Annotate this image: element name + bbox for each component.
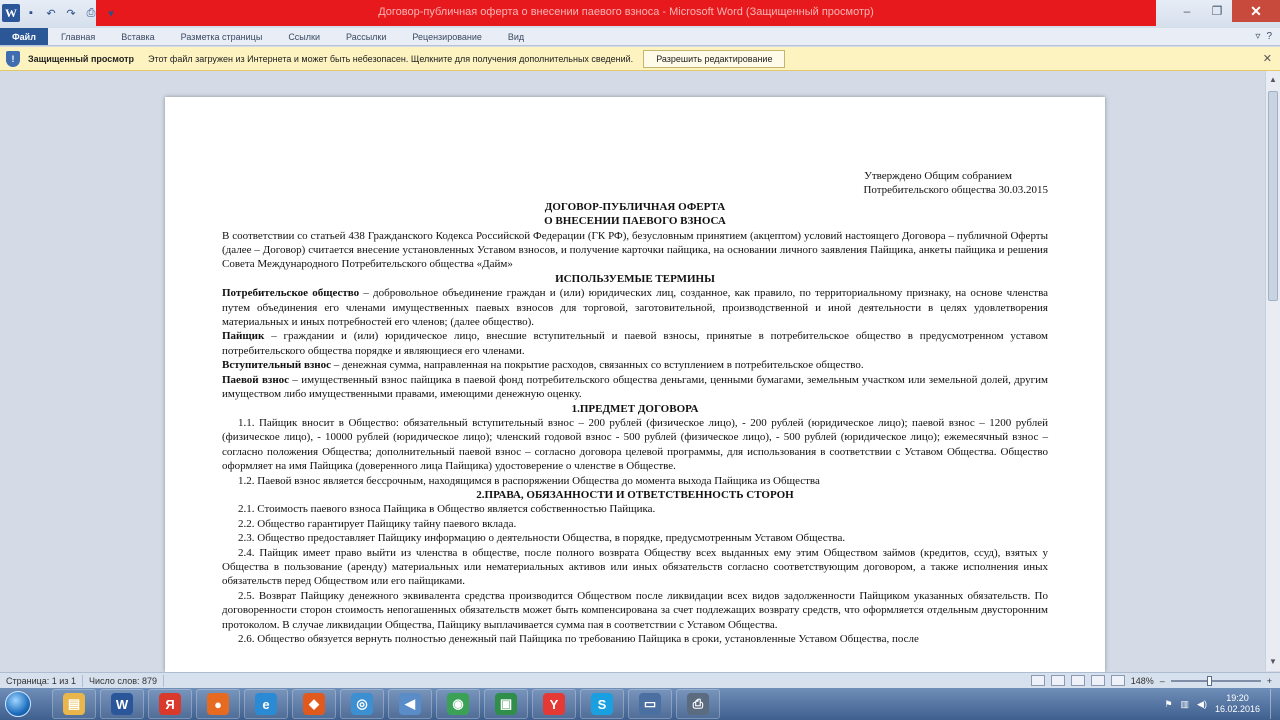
taskbar-app-word[interactable] bbox=[100, 689, 144, 719]
zoom-slider[interactable] bbox=[1171, 680, 1261, 682]
word-icon[interactable]: W bbox=[2, 4, 20, 22]
clause-paragraph: 1.1. Пайщик вносит в Общество: обязательный вступительный взнос – 200 рублей (физическое лицо), - 200 рублей (юридическое лицо); паевой взнос – 1200 рублей (физическое лицо), - 10000 рублей (юридическое лицо); членский годовой взнос - 500 рублей (физическое лицо), - 500 рублей (юридическое лицо); ежемесячный взнос – согласно положения Общества; дополнительный паевой взнос – согласно договора целевой программы, для использования в соответствии с Уставом Общества. Общество оформляет на имя Пайщика (доверенного лица Пайщика) удостоверение о членстве в Обществе. bbox=[222, 416, 1048, 473]
ie-icon: e bbox=[255, 693, 277, 715]
term-name: Пайщик bbox=[222, 330, 265, 343]
page-count[interactable]: Страница: 1 из 1 bbox=[0, 675, 83, 687]
taskbar-app-firefox[interactable] bbox=[196, 689, 240, 719]
firefox-icon: ● bbox=[207, 693, 229, 715]
ribbon-help-area bbox=[1255, 28, 1280, 45]
ribbon-tabs bbox=[0, 28, 1280, 46]
minimize-ribbon-icon[interactable]: ▿ bbox=[1255, 31, 1261, 42]
close-button[interactable]: ✕ bbox=[1232, 0, 1280, 22]
outline-view-icon[interactable] bbox=[1091, 675, 1105, 686]
taskbar-app-yandex[interactable] bbox=[148, 689, 192, 719]
word-count[interactable]: Число слов: 879 bbox=[83, 675, 164, 687]
section-heading: 1.ПРЕДМЕТ ДОГОВОРА bbox=[571, 402, 699, 415]
vertical-scrollbar[interactable] bbox=[1265, 71, 1280, 671]
taskbar-app-skype[interactable] bbox=[580, 689, 624, 719]
status-bar bbox=[0, 672, 1280, 688]
doc-heading-1: ДОГОВОР-ПУБЛИЧНАЯ ОФЕРТА bbox=[544, 200, 726, 213]
quick-access-toolbar bbox=[0, 2, 120, 24]
print-layout-view-icon[interactable] bbox=[1031, 675, 1045, 686]
protected-view-title: Защищенный просмотр bbox=[28, 53, 134, 64]
draft-view-icon[interactable] bbox=[1111, 675, 1125, 686]
view-controls bbox=[1031, 675, 1280, 686]
start-button[interactable] bbox=[0, 689, 36, 719]
intro-paragraph: В соответствии со статьей 438 Гражданского Кодекса Российской Федерации (ГК РФ), безусловным принятием (акцептом) условий настоящего Договора – публичной Оферты (далее – Договор) считается внесение установленных Уставом взносов, и получение карточки пайщика, на основании личного заявления Пайщика, анкеты пайщика и решения Совета Международного Потребительского общества «Дайм» bbox=[222, 229, 1048, 271]
customize-icon[interactable]: ▾ bbox=[108, 7, 114, 20]
clock-time: 19:20 bbox=[1226, 693, 1249, 703]
window-title: Договор-публичная оферта о внесении паевого взноса - Microsoft Word (Защищенный просмотр) bbox=[378, 6, 874, 18]
maxthon-icon: ◎ bbox=[351, 693, 373, 715]
taskbar-app-printer[interactable] bbox=[676, 689, 720, 719]
clause-paragraph: 2.2. Общество гарантирует Пайщику тайну паевого вклада. bbox=[238, 517, 517, 530]
clause-paragraph: 2.1. Стоимость паевого взноса Пайщика в Общество является собственностью Пайщика. bbox=[238, 503, 656, 516]
chrome-icon: ◉ bbox=[447, 693, 469, 715]
close-icon[interactable]: ✕ bbox=[1262, 53, 1272, 65]
term-name: Паевой взнос bbox=[222, 373, 290, 386]
tab-mailings[interactable]: Рассылки bbox=[346, 31, 387, 42]
section-heading: 2.ПРАВА, ОБЯЗАННОСТИ И ОТВЕТСТВЕННОСТЬ СТОРОН bbox=[476, 488, 794, 501]
monitor-icon: ▭ bbox=[639, 693, 661, 715]
window-controls bbox=[1172, 0, 1280, 22]
tab-file[interactable]: Файл bbox=[0, 28, 48, 45]
term-text: – добровольное объединение граждан и (или) юридических лиц, созданное, как правило, по территориальному признаку, на основе членства путем объединения его членами имущественных паевых взносов для торговой, заготовительной, производственной и иной деятельности в целях удовлетворения материальных и иных потребностей его членов; (далее общество). bbox=[222, 287, 1048, 329]
term-name: Вступительный взнос bbox=[222, 359, 332, 372]
terms-heading: ИСПОЛЬЗУЕМЫЕ ТЕРМИНЫ bbox=[555, 272, 715, 285]
zoom-out-button[interactable]: – bbox=[1159, 675, 1165, 686]
taskbar-app-yandex-browser[interactable] bbox=[532, 689, 576, 719]
redo-icon[interactable]: ↷ bbox=[66, 7, 76, 20]
approval-line-1: Утверждено Общим собранием bbox=[864, 170, 1012, 182]
taskbar-app-explorer[interactable] bbox=[52, 689, 96, 719]
zoom-in-button[interactable]: + bbox=[1266, 675, 1272, 686]
taskbar-apps bbox=[52, 689, 724, 719]
help-icon[interactable]: ? bbox=[1266, 31, 1272, 42]
title-bar bbox=[0, 0, 1280, 28]
taskbar-app-ie[interactable] bbox=[244, 689, 288, 719]
printer-icon: ⎙ bbox=[687, 693, 709, 715]
taskbar bbox=[0, 688, 1280, 720]
term-paragraph bbox=[222, 286, 1048, 329]
clause-paragraph: 2.4. Пайщик имеет право выйти из членства в обществе, после полного возврата Обществу всех выданных ему этим Обществом займов (кредитов, ссуд), взятых у Общества в пользование (аренду) материальных или нематериальных активов или иных обязательств согласно соответствующим договором, а также исполнения иных обязательств перед Обществом или его пайщиками. bbox=[222, 546, 1048, 588]
windows-orb-icon bbox=[5, 691, 31, 717]
term-paragraph bbox=[222, 358, 1048, 372]
scroll-thumb[interactable] bbox=[1268, 91, 1278, 301]
approval-line-2: Потребительского общества 30.03.2015 bbox=[863, 184, 1048, 197]
clause-paragraph: 2.3. Общество предоставляет Пайщику информацию о деятельности Общества, в порядке, предусмотренным Уставом Общества. bbox=[238, 532, 846, 545]
audio-icon: ◀ bbox=[399, 693, 421, 715]
zoom-level[interactable]: 148% bbox=[1130, 675, 1154, 686]
clock-date: 16.02.2016 bbox=[1214, 704, 1260, 714]
yandex-browser-icon: Y bbox=[543, 693, 565, 715]
document-body bbox=[222, 169, 1048, 646]
tray-flag-icon[interactable]: ⚑ bbox=[1164, 698, 1173, 709]
taskbar-app-office[interactable] bbox=[292, 689, 336, 719]
tray-volume-icon[interactable]: ◀) bbox=[1197, 698, 1207, 709]
office-icon: ◆ bbox=[303, 693, 325, 715]
scroll-up-icon[interactable]: ▲ bbox=[1269, 75, 1277, 84]
protected-view-message[interactable]: Этот файл загружен из Интернета и может быть небезопасен. Щелкните для получения дополнительных сведений. bbox=[148, 53, 634, 64]
term-text: – денежная сумма, направленная на покрытие расходов, связанных со вступлением в потребительское общество. bbox=[331, 359, 864, 372]
tab-view[interactable]: Вид bbox=[507, 31, 525, 42]
yandex-icon: Я bbox=[159, 693, 181, 715]
term-paragraph bbox=[222, 329, 1048, 358]
taskbar-app-app-green[interactable] bbox=[484, 689, 528, 719]
term-text: – имущественный взнос пайщика в паевой фонд потребительского общества деньгами, ценными бумагами, земельным участком или земельной долей, другим имуществом либо имущественными правами, имеющими денежную оценку. bbox=[222, 373, 1048, 401]
clause-paragraph: 2.5. Возврат Пайщику денежного эквивалента средства производится Обществом после ликвидации всех видов задолженности Пайщиком указанных обязательств. По договоренности сторон стоимость непогашенных обязательств может быть компенсирована за счет подлежащих возврату средств, что оформляется отдельным двусторонним протоколом. В случае ликвидации Общества, Пайщику выплачивается сумма пая в соответствии с Уставом Общества. bbox=[222, 589, 1048, 631]
full-screen-view-icon[interactable] bbox=[1051, 675, 1065, 686]
term-name: Потребительское общество bbox=[222, 287, 360, 300]
term-paragraph bbox=[222, 373, 1048, 402]
minimize-button[interactable]: – bbox=[1183, 4, 1191, 18]
print-icon[interactable]: ⎙ bbox=[86, 6, 96, 19]
system-tray bbox=[1164, 693, 1270, 715]
zoom-slider-knob[interactable] bbox=[1207, 676, 1212, 686]
approval-note bbox=[222, 169, 1048, 198]
restore-button[interactable]: ❐ bbox=[1211, 4, 1223, 18]
term-text: – граждании и (или) юридическое лицо, внесшие вступительный и паевой взносы, принятые в потребительское общество в предусмотренном уставом потребительского общества порядке и являющиеся его членами. bbox=[222, 330, 1048, 357]
document-page[interactable] bbox=[165, 97, 1105, 672]
clause-paragraph: 2.6. Общество обязуется вернуть полностью денежный пай Пайщика по требованию Пайщика в сроки, установленные Уставом Общества, после bbox=[238, 633, 919, 645]
clause-paragraph: 1.2. Паевой взнос является бессрочным, находящимся в распоряжении Общества до момента выхода Пайщика из Общества bbox=[238, 474, 820, 487]
clock[interactable] bbox=[1215, 693, 1260, 715]
taskbar-app-audio[interactable] bbox=[388, 689, 432, 719]
protected-view-bar[interactable] bbox=[0, 47, 1280, 71]
show-desktop-button[interactable] bbox=[1270, 689, 1280, 719]
taskbar-app-chrome[interactable] bbox=[436, 689, 480, 719]
tab-review[interactable]: Рецензирование bbox=[412, 31, 482, 42]
tab-home[interactable]: Главная bbox=[60, 31, 96, 42]
save-icon[interactable]: ▪ bbox=[29, 7, 33, 19]
enable-editing-button[interactable]: Разрешить редактирование bbox=[643, 50, 785, 68]
tab-insert[interactable]: Вставка bbox=[121, 31, 155, 42]
shield-icon: ! bbox=[6, 51, 20, 67]
tab-page-layout[interactable]: Разметка страницы bbox=[180, 31, 263, 42]
undo-icon[interactable]: ↶ bbox=[46, 7, 56, 20]
scroll-down-icon[interactable]: ▼ bbox=[1269, 657, 1277, 666]
web-layout-view-icon[interactable] bbox=[1071, 675, 1085, 686]
doc-heading-2: О ВНЕСЕНИИ ПАЕВОГО ВЗНОСА bbox=[544, 215, 726, 228]
skype-icon: S bbox=[591, 693, 613, 715]
explorer-icon: ▤ bbox=[63, 693, 85, 715]
app-green-icon: ▣ bbox=[495, 693, 517, 715]
tab-references[interactable]: Ссылки bbox=[288, 31, 320, 42]
taskbar-app-monitor[interactable] bbox=[628, 689, 672, 719]
tray-network-icon[interactable]: ▥ bbox=[1180, 698, 1190, 709]
word-icon: W bbox=[111, 693, 133, 715]
taskbar-app-maxthon[interactable] bbox=[340, 689, 384, 719]
